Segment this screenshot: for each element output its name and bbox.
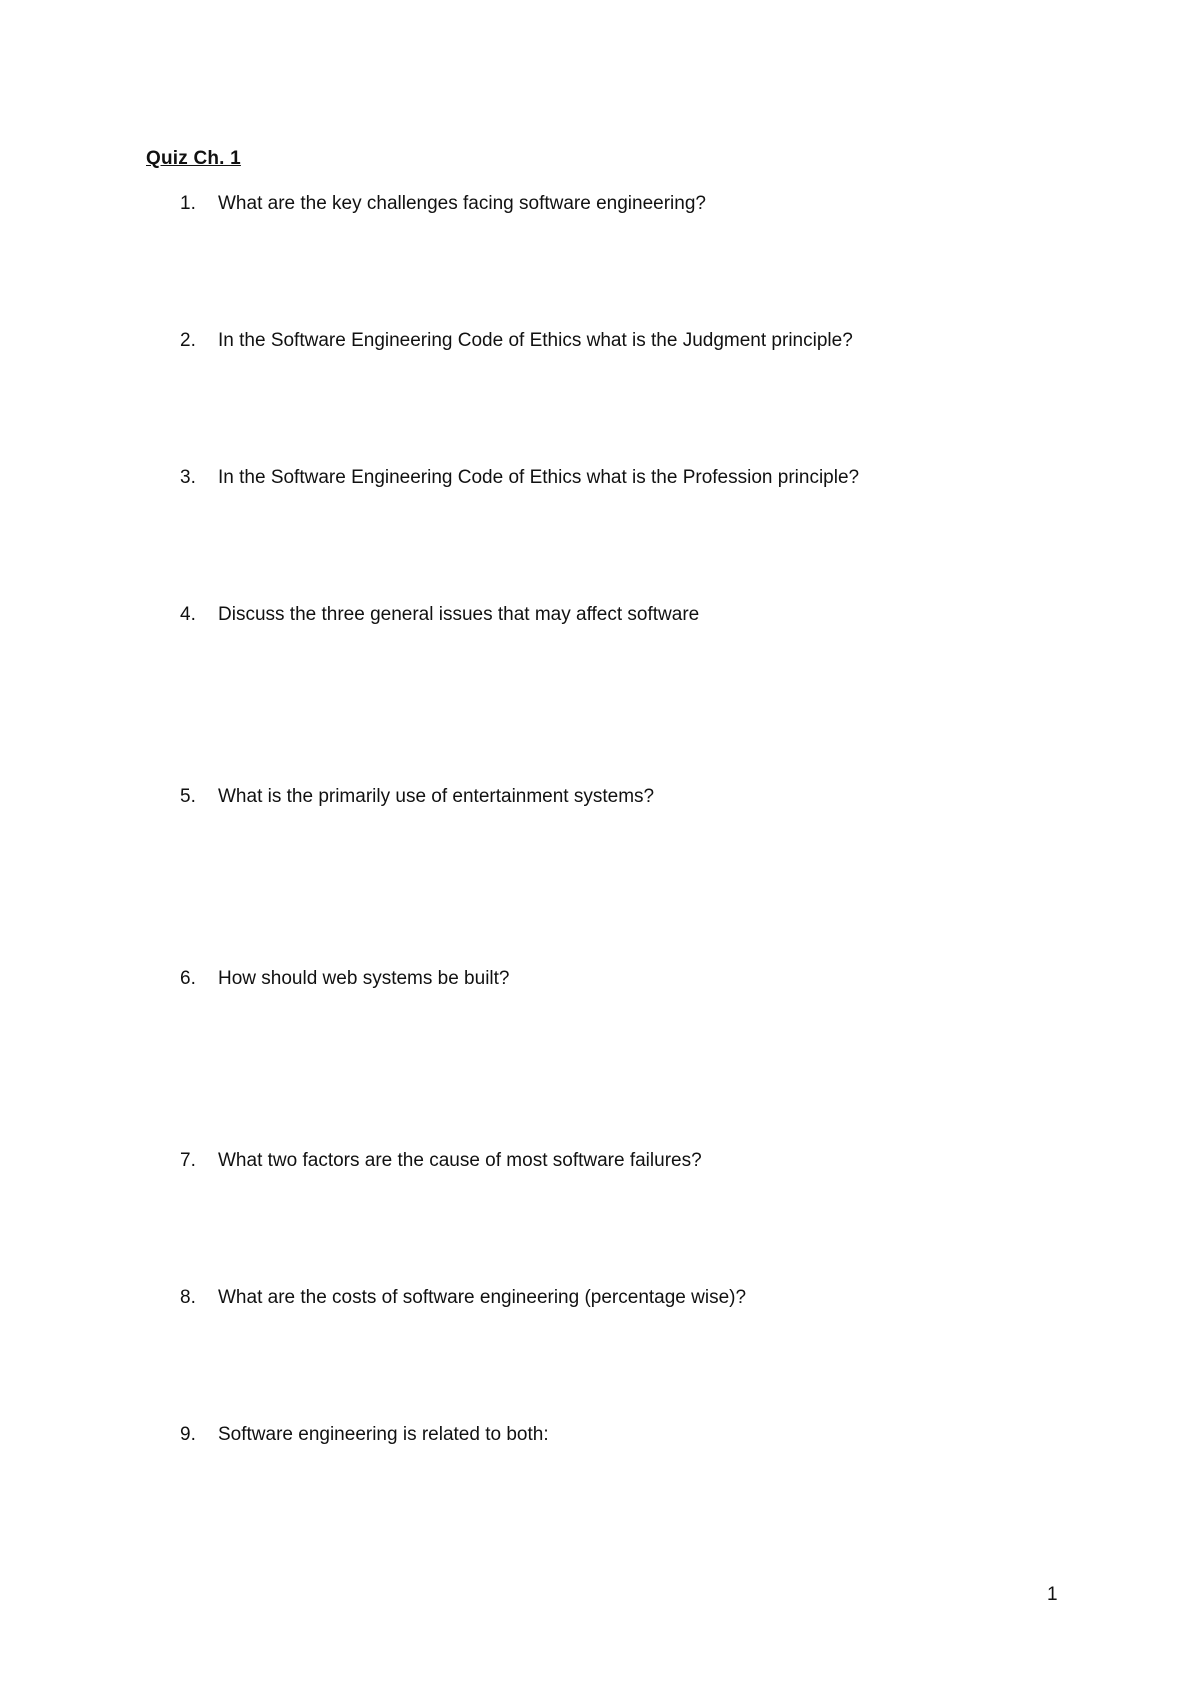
- question-item: [180, 192, 706, 216]
- question-item: [180, 466, 859, 490]
- question-number: 3.: [180, 467, 196, 488]
- question-number: 7.: [180, 1150, 196, 1171]
- question-text: What is the primarily use of entertainment systems?: [218, 786, 655, 807]
- question-text: How should web systems be built?: [218, 968, 510, 989]
- question-text: In the Software Engineering Code of Ethics what is the Profession principle?: [218, 467, 860, 488]
- question-item: [180, 1149, 702, 1173]
- question-text: Software engineering is related to both:: [218, 1424, 549, 1445]
- question-number: 5.: [180, 786, 196, 807]
- question-item: [180, 785, 654, 809]
- question-number: 9.: [180, 1424, 196, 1445]
- question-item: [180, 967, 509, 991]
- question-item: [180, 603, 699, 627]
- question-item: [180, 1423, 549, 1447]
- question-number: 6.: [180, 968, 196, 989]
- quiz-title: Quiz Ch. 1: [146, 148, 241, 169]
- question-number: 8.: [180, 1287, 196, 1308]
- question-number: 2.: [180, 330, 196, 351]
- question-text: What two factors are the cause of most software failures?: [218, 1150, 702, 1171]
- question-number: 1.: [180, 193, 196, 214]
- question-item: [180, 1286, 746, 1310]
- page-number: 1: [1047, 1584, 1058, 1605]
- question-text: What are the costs of software engineering (percentage wise)?: [218, 1287, 747, 1308]
- question-text: What are the key challenges facing software engineering?: [218, 193, 706, 214]
- question-item: [180, 329, 853, 353]
- question-number: 4.: [180, 604, 196, 625]
- question-text: Discuss the three general issues that may affect software: [218, 604, 700, 625]
- question-text: In the Software Engineering Code of Ethics what is the Judgment principle?: [218, 330, 853, 351]
